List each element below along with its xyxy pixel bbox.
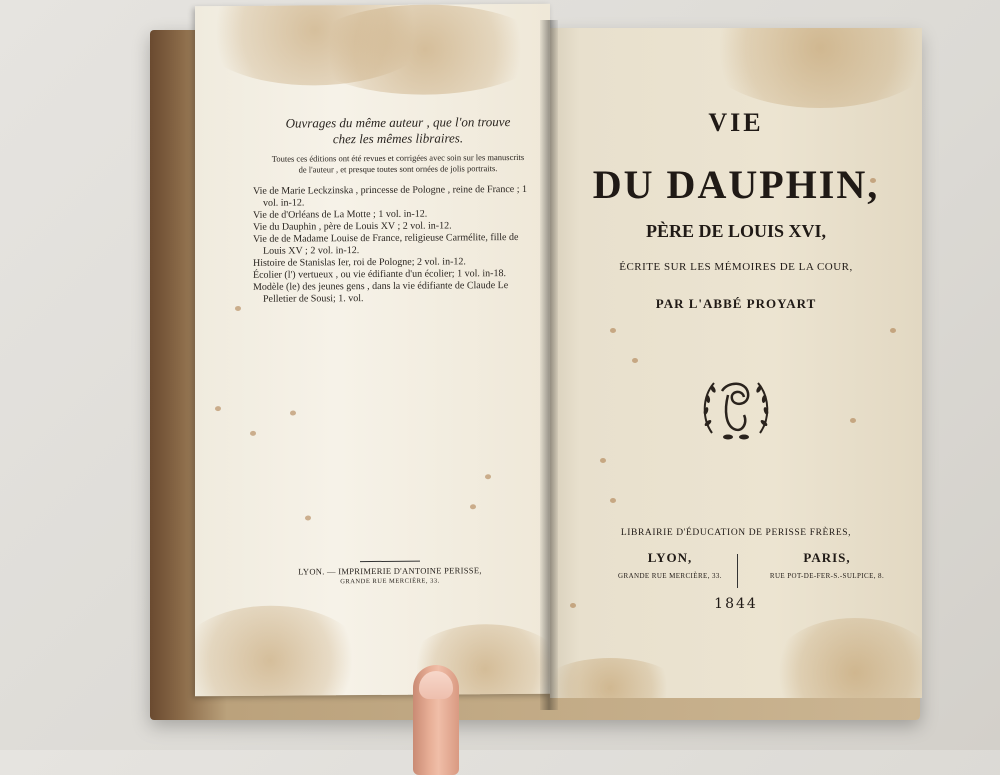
works-list-item: Histoire de Stanislas Ier, roi de Pologne; 2 vol. in-12.	[253, 256, 466, 269]
works-list	[253, 184, 543, 306]
editions-note-line2: de l'auteur , et presque toutes sont ornées de jolis portraits.	[298, 163, 498, 175]
fingernail	[419, 671, 453, 699]
editions-note-line1: Toutes ces éditions ont été revues et corrigées avec soin sur les manuscrits	[271, 151, 525, 164]
printer-rule	[360, 561, 420, 562]
subtitle: ÉCRITE SUR LES MÉMOIRES DE LA COUR,	[619, 261, 853, 273]
works-list-item: Écolier (l') vertueux , ou vie édifiante d'un écolier; 1 vol. in-18.	[253, 268, 506, 281]
title-line3: PÈRE DE LOUIS XVI,	[645, 221, 827, 241]
printer-line1: LYON. — IMPRIMERIE D'ANTOINE PERISSE,	[298, 565, 482, 577]
city-lyon: LYON,	[647, 550, 693, 565]
foxing-speck	[215, 406, 221, 411]
printer-imprint	[290, 560, 490, 585]
works-header-line1: Ouvrages du même auteur , que l'on trouve	[285, 114, 511, 131]
foxing-speck	[305, 515, 311, 520]
city-divider	[737, 554, 738, 588]
works-list-item: Vie de Marie Leckzinska , princesse de Pologne , reine de France ; 1 vol. in-12.	[253, 183, 528, 209]
foxing-speck	[290, 411, 296, 416]
city-lyon-block	[600, 550, 740, 580]
foxing-stain	[195, 605, 365, 696]
address-paris: RUE POT-DE-FER-S.-SULPICE, 8.	[769, 572, 885, 580]
finger-holding-page	[413, 665, 459, 775]
author-line: PAR L'ABBÉ PROYART	[655, 296, 817, 311]
title-line2: DU DAUPHIN,	[592, 162, 880, 207]
works-list-block	[253, 114, 543, 306]
works-list-item: Vie de d'Orléans de La Motte ; 1 vol. in-12.	[253, 208, 428, 221]
works-list-item: Modèle (le) des jeunes gens , dans la vie édifiante de Claude Le Pelletier de Sousi; 1. vol.	[253, 280, 509, 305]
address-lyon: GRANDE RUE MERCIÈRE, 33.	[618, 572, 722, 580]
printer-line2: GRANDE RUE MERCIÈRE, 33.	[340, 577, 440, 586]
city-paris: PARIS,	[803, 550, 851, 565]
works-list-item: Vie de de Madame Louise de France, religieuse Carmélite, fille de Louis XV ; 2 vol. in-12.	[253, 231, 519, 257]
works-header-line2: chez les mêmes libraires.	[332, 130, 464, 147]
book-gutter	[540, 20, 558, 710]
title-page-content	[550, 28, 922, 698]
works-header	[253, 114, 543, 148]
foxing-speck	[485, 474, 491, 479]
title-line1: VIE	[708, 108, 764, 137]
works-list-item: Vie du Dauphin , père de Louis XV ; 2 vol. in-12.	[253, 220, 452, 233]
monogram-wreath-icon	[698, 371, 774, 447]
city-paris-block	[742, 550, 912, 580]
foxing-speck	[250, 431, 256, 436]
foxing-stain	[305, 4, 545, 96]
foxing-speck	[470, 504, 476, 509]
publisher-line: LIBRAIRIE D'ÉDUCATION DE PERISSE FRÈRES,	[620, 528, 852, 538]
publication-year: 1844	[714, 596, 758, 612]
right-page-title	[550, 28, 922, 698]
editions-note	[253, 152, 543, 176]
foxing-speck	[235, 306, 241, 311]
left-page	[195, 4, 550, 696]
